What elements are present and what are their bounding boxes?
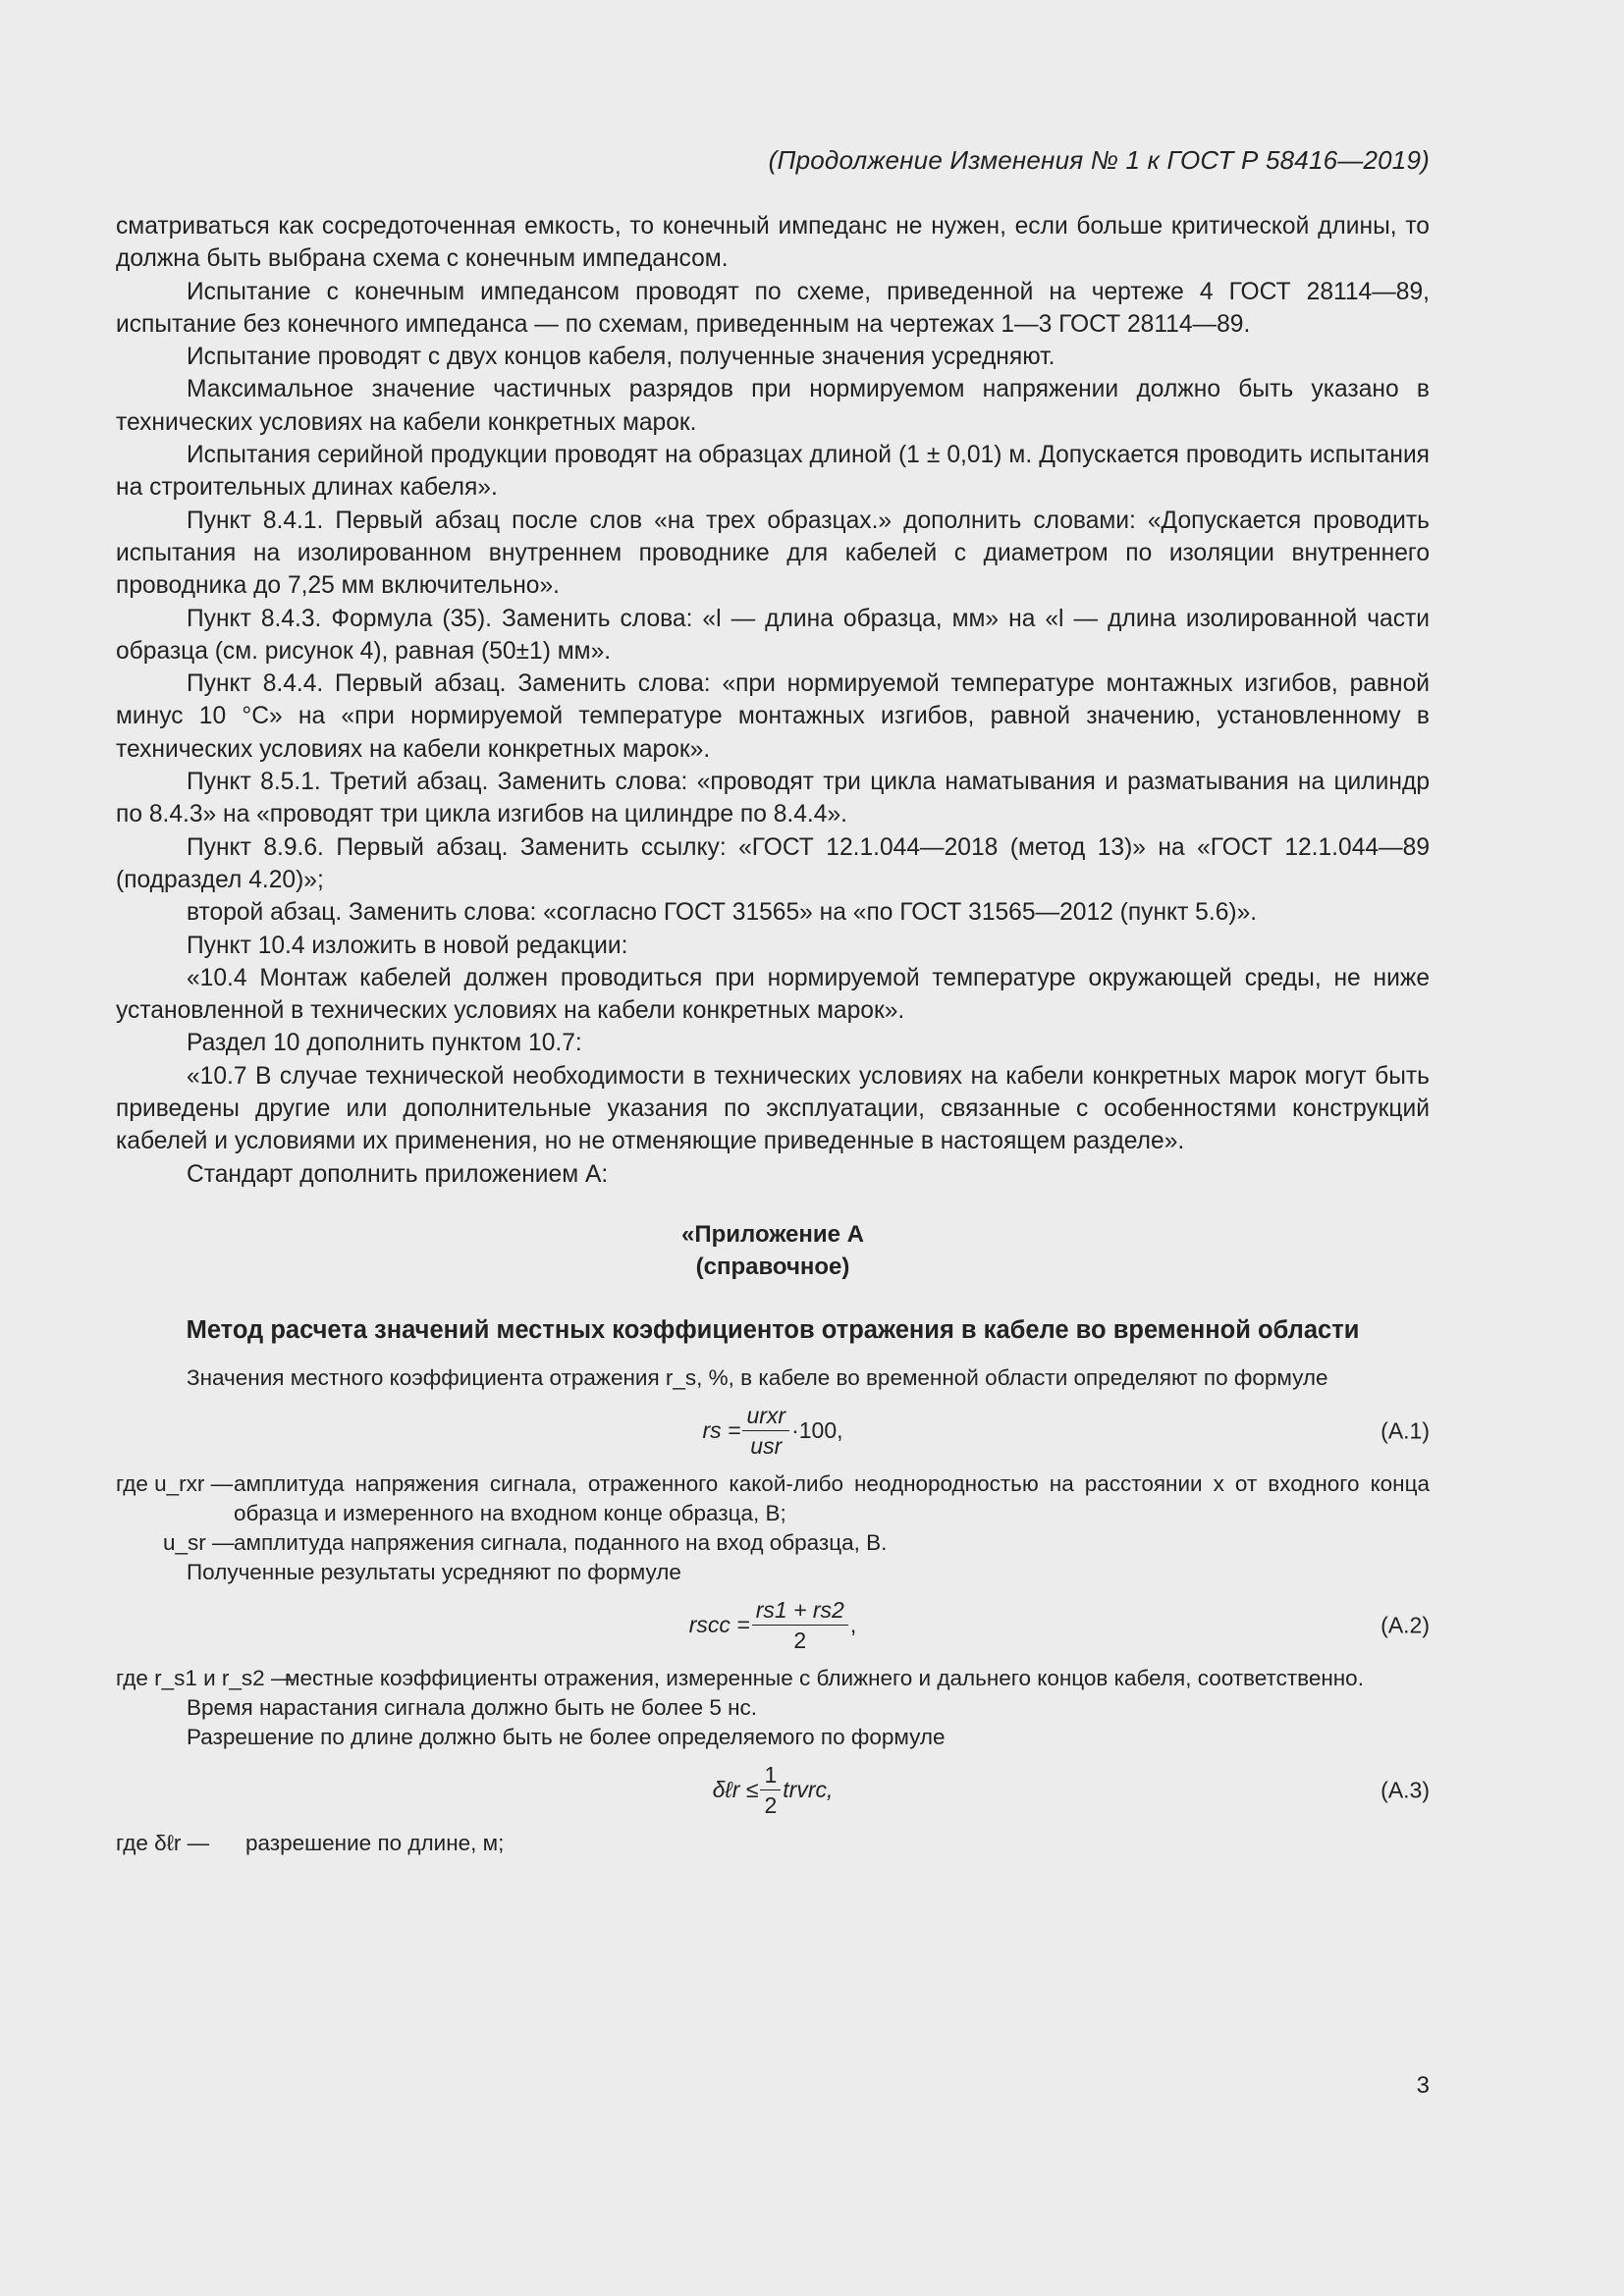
- fraction: [760, 1761, 781, 1819]
- fraction-denominator: 2: [793, 1628, 807, 1654]
- fraction-numerator: rs1 + rs2: [752, 1596, 848, 1626]
- paragraph: Пункт 8.4.1. Первый абзац после слов «на трех образцах.» дополнить словами: «Допускается проводить испытания на изолированном внутреннем проводнике для кабелей с диаметром по изоляции внутреннего проводника до 7,25 мм включительно».: [116, 507, 1430, 600]
- paragraph: Пункт 8.5.1. Третий абзац. Заменить слова: «проводят три цикла наматывания и разматывания на цилиндр по 8.4.3» на «проводят три цикла изгибов на цилиндре по 8.4.4».: [116, 769, 1430, 828]
- formula-number: (А.3): [1380, 1777, 1430, 1803]
- paragraph: Пункт 8.9.6. Первый абзац. Заменить ссылку: «ГОСТ 12.1.044—2018 (метод 13)» на «ГОСТ 12.1.044—89 (подраздел 4.20)»;: [116, 833, 1430, 893]
- formula-number: (А.1): [1380, 1417, 1430, 1444]
- fraction-denominator: 2: [764, 1792, 778, 1819]
- fraction: [752, 1596, 848, 1654]
- definition-text: амплитуда напряжения сигнала, поданного на вход образца, В.: [234, 1529, 888, 1555]
- paragraph: Время нарастания сигнала должно быть не более 5 нс.: [187, 1694, 758, 1720]
- definition-label: где u_rxr —: [116, 1470, 234, 1496]
- formula-tail: trvrc,: [783, 1777, 834, 1803]
- formula-a1: [116, 1393, 1430, 1469]
- document-body: [116, 210, 1430, 1858]
- definition-label: u_sr —: [163, 1529, 235, 1555]
- paragraph: Раздел 10 дополнить пунктом 10.7:: [187, 1030, 582, 1057]
- definition: [116, 1829, 1430, 1858]
- annex-title: «Приложение А: [681, 1220, 864, 1248]
- paragraph: «10.4 Монтаж кабелей должен проводиться при нормируемой температуре окружающей среды, не ниже установленной в технических условиях на кабели конкретных марок».: [116, 964, 1430, 1025]
- paragraph: Пункт 10.4 изложить в новой редакции:: [187, 932, 628, 959]
- paragraph: Стандарт дополнить приложением А:: [187, 1160, 609, 1188]
- fraction-denominator: usr: [750, 1433, 783, 1460]
- formula-lhs: rscc =: [688, 1612, 750, 1638]
- definition-text: местные коэффициенты отражения, измеренные с ближнего и дальнего концов кабеля, соответственно.: [285, 1665, 1364, 1690]
- formula-a2: [116, 1587, 1430, 1664]
- paragraph: «10.7 В случае технической необходимости в технических условиях на кабели конкретных марок могут быть приведены другие или дополнительные указания по эксплуатации, связанные с особенностями конструкций кабелей и условиями их применения, но не отменяющие приведенные в настоящем разделе».: [116, 1062, 1430, 1155]
- definition-label: где δℓr —: [116, 1830, 210, 1855]
- formula-number: (А.2): [1380, 1612, 1430, 1638]
- paragraph: Разрешение по длине должно быть не более определяемого по формуле: [187, 1724, 946, 1749]
- fraction-numerator: 1: [760, 1761, 781, 1790]
- paragraph: Максимальное значение частичных разрядов при нормируемом напряжении должно быть указано в технических условиях на кабели конкретных марок.: [116, 376, 1430, 436]
- annex-subtitle: (справочное): [695, 1253, 850, 1280]
- page-number: 3: [1416, 2072, 1430, 2099]
- formula-tail: ·100,: [791, 1417, 843, 1444]
- definition-text: амплитуда напряжения сигнала, отраженного какой-либо неоднородностью на расстоянии x от входного конца образца и измеренного на входном конце образца, В;: [234, 1470, 1430, 1525]
- definition: [116, 1528, 1430, 1558]
- definition: [116, 1664, 1430, 1693]
- paragraph: Испытание с конечным импедансом проводят по схеме, приведенной на чертеже 4 ГОСТ 28114—89, испытание без конечного импеданса — по схемам, приведенным на чертежах 1—3 ГОСТ 28114—89.: [116, 278, 1430, 338]
- formula-a3: [116, 1752, 1430, 1829]
- paragraph: Испытания серийной продукции проводят на образцах длиной (1 ± 0,01) м. Допускается проводить испытания на строительных длинах кабеля».: [116, 442, 1430, 502]
- formula-tail: ,: [849, 1612, 857, 1638]
- paragraph: Пункт 8.4.4. Первый абзац. Заменить слова: «при нормируемой температуре монтажных изгибов, равной минус 10 °С» на «при нормируемой температуре монтажных изгибов, равной значению, установленному в технических условиях на кабели конкретных марок».: [116, 670, 1430, 763]
- page-header: (Продолжение Изменения № 1 к ГОСТ Р 58416—2019): [768, 145, 1430, 175]
- formula-intro: Значения местного коэффициента отражения r_s, %, в кабеле во временной области определяют по формуле: [187, 1364, 1328, 1390]
- paragraph: Пункт 8.4.3. Формула (35). Заменить слова: «l — длина образца, мм» на «l — длина изолированной части образца (см. рисунок 4), равная (50±1) мм».: [116, 605, 1430, 665]
- formula-lhs: δℓr ≤: [712, 1777, 759, 1803]
- fraction: [742, 1402, 789, 1460]
- definition-label: где r_s1 и r_s2 —: [116, 1665, 294, 1690]
- fraction-numerator: urxr: [742, 1402, 789, 1431]
- paragraph: Испытание проводят с двух концов кабеля, полученные значения усредняют.: [187, 344, 1056, 371]
- formula-lhs: rs =: [702, 1417, 741, 1444]
- section-title: Метод расчета значений местных коэффициентов отражения в кабеле во временной области: [186, 1315, 1360, 1344]
- paragraph: второй абзац. Заменить слова: «согласно ГОСТ 31565» на «по ГОСТ 31565—2012 (пункт 5.6)».: [187, 899, 1258, 927]
- definition-text: разрешение по длине, м;: [245, 1830, 505, 1855]
- paragraph: сматриваться как сосредоточенная емкость, то конечный импеданс не нужен, если больше критической длины, то должна быть выбрана схема с конечным импедансом.: [116, 213, 1430, 273]
- definition: [116, 1469, 1430, 1528]
- paragraph: Полученные результаты усредняют по формуле: [187, 1559, 681, 1584]
